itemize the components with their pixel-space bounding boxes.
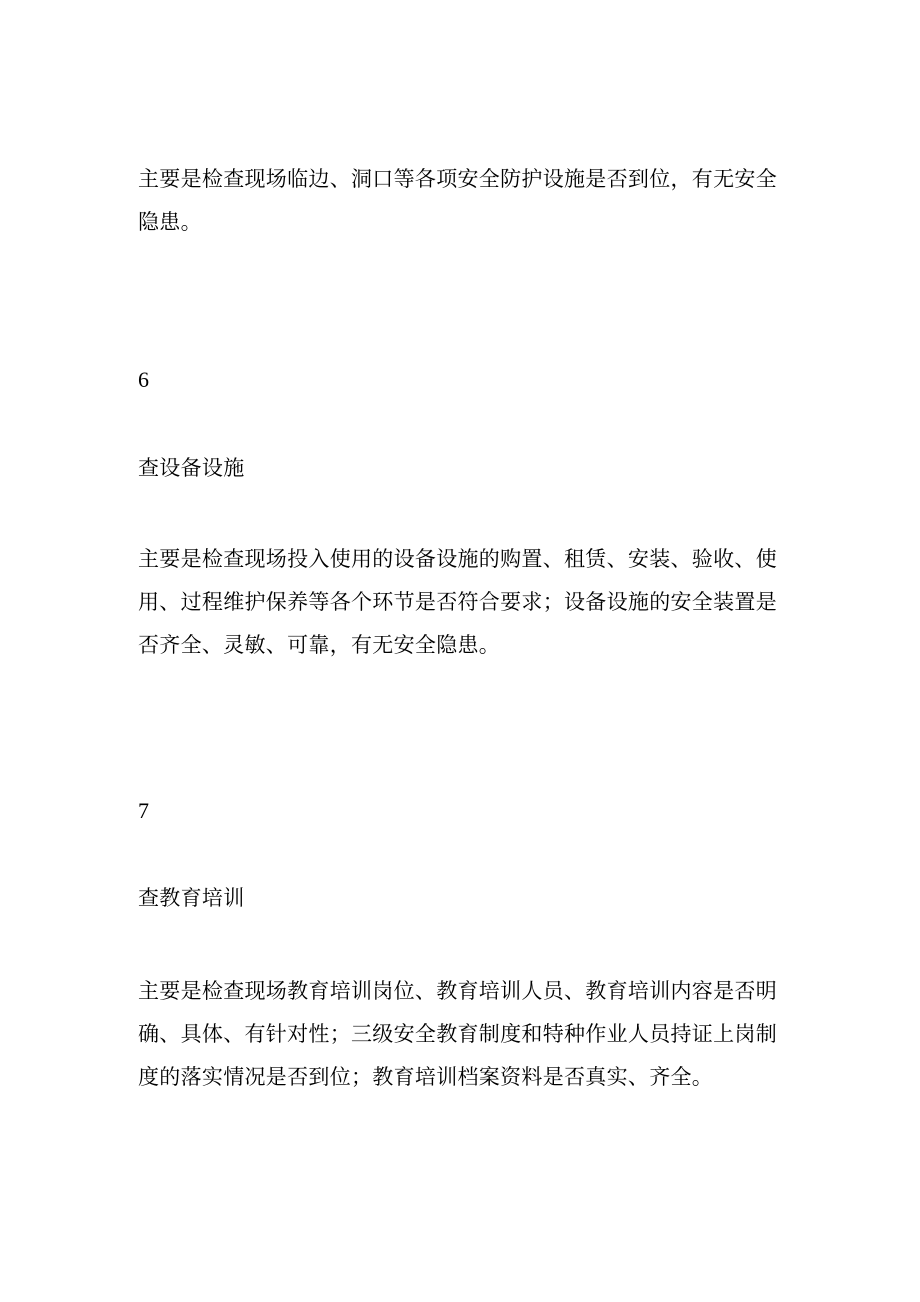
section-number-6: 6 — [138, 367, 149, 392]
section-body-6: 主要是检查现场投入使用的设备设施的购置、租赁、安装、验收、使用、过程维护保养等各个环节是否符合要求；设备设施的安全装置是否齐全、灵敏、可靠，有无安全隐患。 — [138, 547, 777, 657]
section-title-7: 查教育培训 — [138, 886, 245, 910]
section-body-7: 主要是检查现场教育培训岗位、教育培训人员、教育培训内容是否明确、具体、有针对性；三级安全教育制度和特种作业人员持证上岗制度的落实情况是否到位；教育培训档案资料是否真实、齐全。 — [138, 979, 777, 1089]
intro-paragraph: 主要是检查现场临边、洞口等各项安全防护设施是否到位，有无安全隐患。 — [138, 167, 777, 234]
section-number-7: 7 — [138, 798, 149, 823]
section-title-6: 查设备设施 — [138, 456, 245, 480]
